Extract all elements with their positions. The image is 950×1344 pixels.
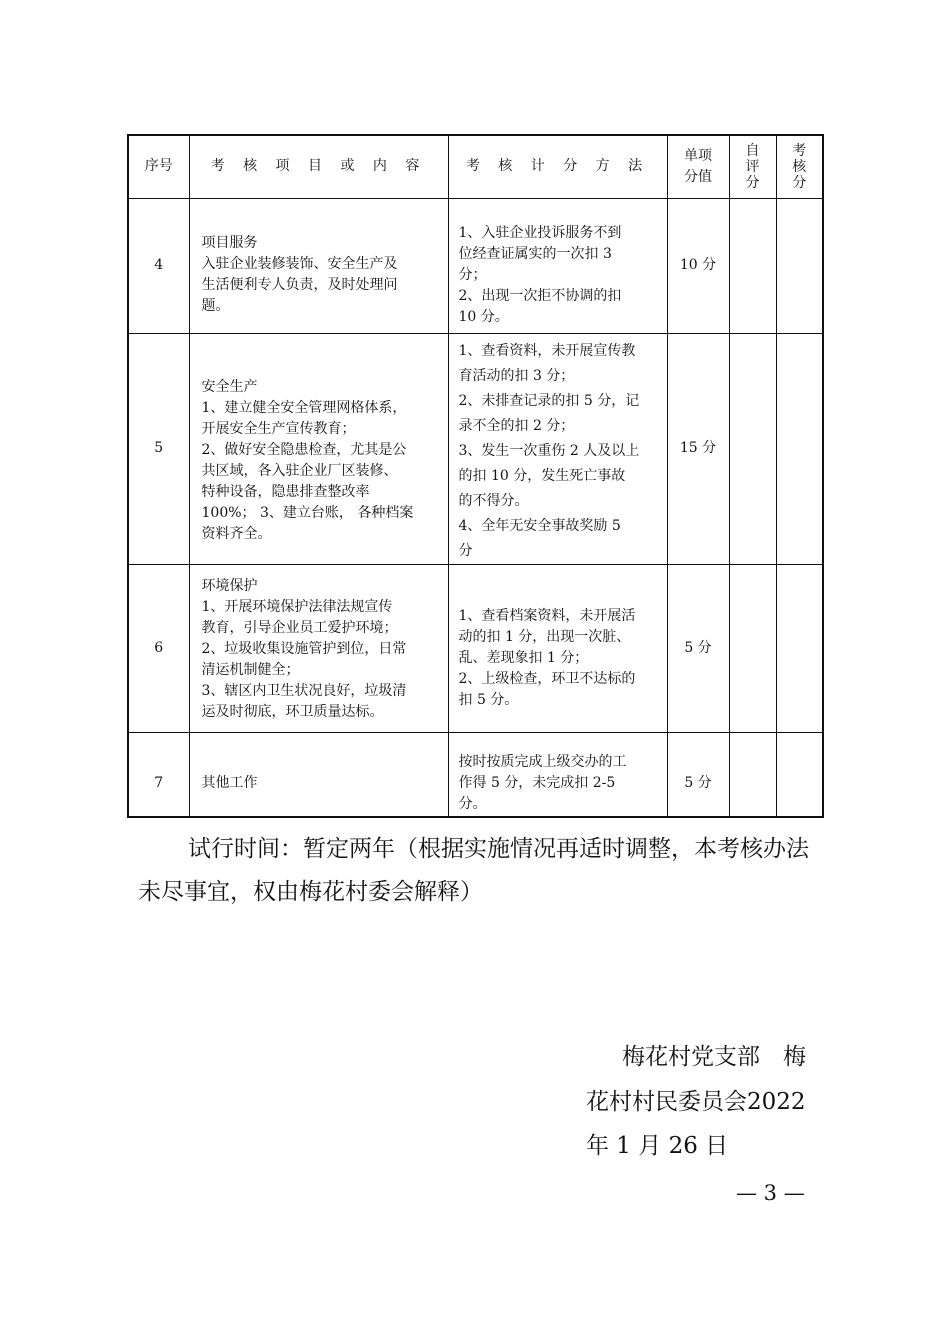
row-method-cell	[448, 564, 667, 732]
row-check-score	[776, 333, 823, 564]
row-item-cell	[189, 564, 448, 732]
row-score-cell	[667, 732, 729, 817]
row-item: 安全生产 1、建立健全安全管理网格体系， 开展安全生产宣传教育； 2、做好安全隐患检查，尤其是公 共区域，各入驻企业厂区装修、 特种设备，隐患排查整改率 100%； 3、建立台账， 各种档案 资料齐全。	[201, 378, 414, 542]
row-self-score	[729, 564, 776, 732]
row-item: 项目服务 入驻企业装修装饰、安全生产及 生活便利专人负责，及时处理问 题。	[201, 235, 398, 314]
row-item-cell	[189, 732, 448, 817]
row-score: 5 分	[667, 564, 729, 732]
header-self-cell	[729, 135, 776, 198]
row-no-cell	[128, 732, 189, 817]
page-number: — 3 —	[736, 1181, 805, 1205]
row-method-cell	[448, 333, 667, 564]
row-no: 7	[154, 775, 164, 792]
row-method: 按时按质完成上级交办的工 作得 5 分，未完成扣 2-5 分。	[458, 754, 627, 813]
assessment-table	[127, 134, 824, 818]
header-item: 考 核 项 目 或 内 容	[189, 135, 448, 198]
row-method: 1、查看资料，未开展宣传教 育活动的扣 3 分； 2、未排查记录的扣 5 分，记 录不全的扣 2 分； 3、发生一次重伤 2 人及以上 的扣 10 分，发生死亡事故 的不得分。 4、全年无安全事故奖励 5 分	[458, 342, 640, 559]
row-score: 15 分	[667, 333, 729, 564]
row-method-cell	[448, 198, 667, 333]
row-check-score	[776, 564, 823, 732]
row-item-cell	[189, 333, 448, 564]
row-self-score	[729, 198, 776, 333]
trial-period-text: 试行时间：暂定两年（根据实施情况再适时调整，本考核办法未尽事宜，权由梅花村委会解释）	[138, 836, 809, 905]
row-method: 1、查看档案资料，未开展活 动的扣 1 分，出现一次脏、 乱、差现象扣 1 分； 2、上级检查，环卫不达标的 扣 5 分。	[458, 608, 636, 708]
signature-line-2: 花村村民委员会2022	[586, 1089, 806, 1115]
table-row	[128, 198, 823, 333]
row-item: 环境保护 1、开展环境保护法律法规宣传 教育，引导企业员工爱护环境； 2、垃圾收集设施管护到位，日常 清运机制健全； 3、辖区内卫生状况良好，垃圾清 运及时彻底，环卫质量达标。	[201, 578, 407, 720]
row-no: 6	[128, 564, 189, 732]
header-self: 自评分	[745, 142, 760, 191]
row-item: 其他工作	[201, 775, 258, 792]
table-header-row	[128, 135, 823, 198]
header-check: 考核分	[792, 142, 807, 191]
row-score: 5 分	[684, 775, 712, 792]
row-self-score	[729, 732, 776, 817]
header-check-cell	[776, 135, 823, 198]
table-row	[128, 732, 823, 817]
row-check-score	[776, 198, 823, 333]
header-method: 考 核 计 分 方 法	[448, 135, 667, 198]
row-score: 10 分	[667, 198, 729, 333]
row-item-cell	[189, 198, 448, 333]
row-no: 5	[128, 333, 189, 564]
header-score: 单项 分值	[684, 147, 712, 185]
row-no: 4	[128, 198, 189, 333]
row-self-score	[729, 333, 776, 564]
header-score-cell	[667, 135, 729, 198]
table-row	[128, 564, 823, 732]
row-check-score	[776, 732, 823, 817]
signature-date: 年 1 月 26 日	[586, 1133, 729, 1159]
table-row	[128, 333, 823, 564]
row-method: 1、入驻企业投诉服务不到 位经查证属实的一次扣 3 分； 2、出现一次拒不协调的扣 10 分。	[458, 224, 622, 325]
signature-line-1: 梅花村党支部 梅	[622, 1044, 806, 1070]
row-method-cell	[448, 732, 667, 817]
header-no: 序号	[128, 135, 189, 198]
